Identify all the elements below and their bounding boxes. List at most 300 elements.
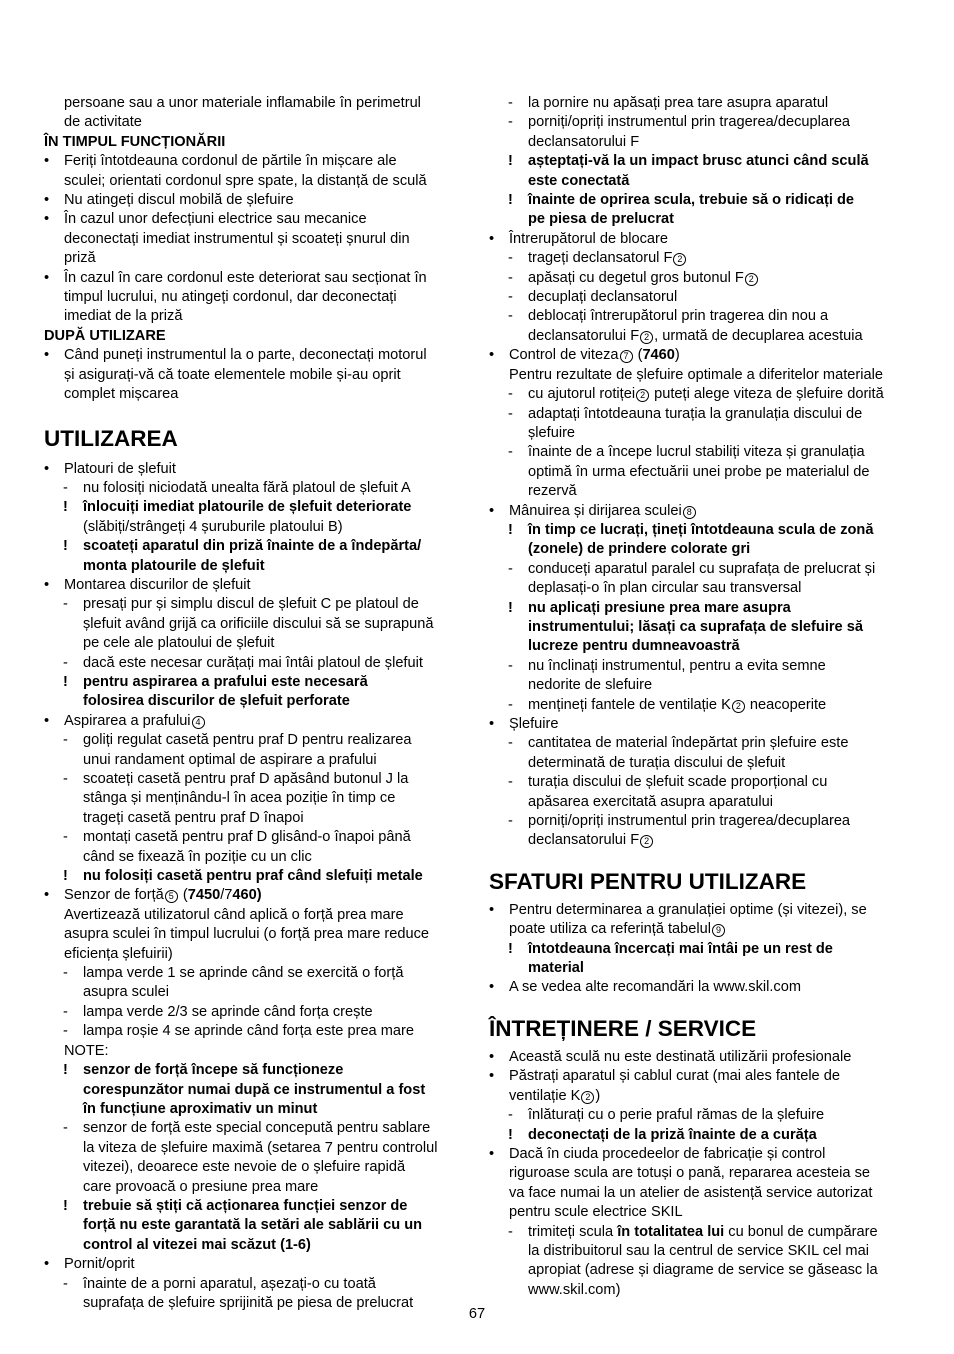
text-line [44,113,468,132]
line-text: deconectați imediat instrumentul și scoateți șnurul din [64,230,410,247]
section-heading: SFATURI PENTRU UTILIZARE [489,868,807,894]
line-text: asupra sculei în timpul lucrului (o forță prea mare reduce [64,926,430,943]
line-text: complet mișcarea [64,386,179,403]
line-text: este conectată [528,172,630,189]
line-text: riguroase scula are totuși o pană, repararea acesteia se [509,1165,871,1182]
text-line [489,1164,913,1183]
text-line [44,1061,468,1080]
line-text: care provoacă o presiune prea mare [83,1178,319,1195]
text-line [489,657,913,676]
warning-marker: ! [508,1126,513,1143]
line-text: porniți/opriți instrumentul prin tragerea/decuplarea [528,813,851,830]
text-line [44,1197,468,1216]
text-line [44,307,468,326]
text-line [489,249,913,268]
line-text: ( [633,347,643,364]
text-line [44,498,468,517]
line-text: nedorite de slefuire [528,677,653,694]
text-line [489,696,913,715]
spacer [44,405,468,426]
dash-marker: - [508,696,513,713]
warning-marker: ! [508,192,513,209]
text-line [489,152,913,171]
line-text: Când puneți instrumentul la o parte, deconectați motorul [64,347,427,364]
line-text: înainte de a începe lucrul stabiliți viteza și granulația [528,444,865,461]
line-text: unui randament optimal de aspirare a prafului [83,751,377,768]
line-text: sculei; orientati cordonul spre spate, la distanță de sculă [64,172,427,189]
line-text: la distribuitorul sau la centrul de service SKIL cel mai [528,1242,869,1259]
line-text: Aspirarea a prafului [64,712,191,729]
text-line [44,789,468,808]
bullet-marker: • [489,1145,495,1162]
text-line [489,424,913,443]
line-text: declansatorului F [528,133,640,150]
text-line [489,1223,913,1242]
bullet-marker: • [44,460,50,477]
text-line [44,269,468,288]
dash-marker: - [508,308,513,325]
dash-marker: - [508,250,513,267]
text-line [44,210,468,229]
line-text: dacă este necesar curățați mai întâi platoul de șlefuit [83,654,423,671]
dash-marker: - [508,813,513,830]
line-text: întotdeauna încercați mai întâi pe un rest de [528,940,833,957]
reference-circle: 8 [683,506,696,519]
line-text: apropiat (adrese și diagrame de service se găseasc la [528,1262,878,1279]
text-line [489,715,913,734]
text-line [489,463,913,482]
page-number: 67 [468,1306,486,1322]
line-text: forță nu este garantată la setări ale sablării cu un [83,1217,423,1234]
spacer [44,452,468,460]
text-line [44,288,468,307]
text-line [489,1184,913,1203]
line-text: când se fixează în poziție cu un clic [83,848,312,865]
text-line [489,133,913,152]
text-line [489,831,913,850]
dash-marker: - [63,1003,68,1020]
text-line [489,560,913,579]
text-line [44,1216,468,1235]
line-text: imediat de la priză [64,308,183,325]
text-line [489,307,913,326]
text-line [44,1042,468,1061]
line-text: scoateți casetă pentru praf D apăsând butonul J la [83,771,409,787]
bullet-marker: • [44,712,50,729]
text-line [489,676,913,695]
dash-marker: - [508,386,513,403]
bullet-marker: • [489,230,495,247]
line-text: la viteza de șlefuire maximă (setarea 7 pentru controlul [83,1139,438,1156]
reference-circle: 2 [581,1091,594,1104]
line-text: stânga și menținându-l în acea poziție în timp ce [83,790,396,807]
line-text: Întrerupătorul de blocare [509,230,669,247]
bullet-marker: • [489,901,495,918]
line-text: folosirea discurilor de șlefuit perforate [83,693,350,710]
dash-marker: - [508,95,513,111]
right-column [489,94,913,1300]
dash-marker: - [508,560,513,577]
text-line [44,983,468,1002]
line-text: puteți alege viteza de șlefuire dorită [650,386,884,403]
line-text: ( [178,887,188,904]
text-line [489,269,913,288]
line-text: Senzor de forță [64,887,164,904]
line-text: material [528,960,584,977]
text-line [44,654,468,673]
line-text: cu bonul de cumpărare [724,1223,878,1240]
text-line [489,288,913,307]
text-line [489,1067,913,1086]
text-line [44,1236,468,1255]
text-line [489,540,913,559]
text-line [44,1081,468,1100]
line-text: înainte de a porni aparatul, așezați-o cu toată [83,1275,376,1292]
text-line [44,828,468,847]
bullet-marker: • [489,1048,495,1065]
bullet-marker: • [44,347,50,364]
line-text: ventilație K [509,1087,581,1104]
text-line [489,1261,913,1280]
line-text: șlefuire [528,424,576,441]
line-text: șlefuit având grijă ca orificiile discului să se suprapună [83,615,434,632]
line-text: control al vitezei mai scăzut (1-6) [83,1236,311,1253]
line-text: turația discului de șlefuit scade proporțional cu [528,774,828,791]
line-text: declansatorului F [528,327,640,344]
text-line [44,906,468,925]
text-line [489,113,913,132]
warning-marker: ! [63,1197,68,1214]
text-line [44,1022,468,1041]
line-text: În cazul în care cordonul este deteriorat sau secționat în [64,269,427,286]
line-text: nu aplicați presiune prea mare asupra [528,599,791,616]
line-text: lampa roșie 4 se aprinde când forța este prea mare [83,1023,414,1040]
text-line [489,1203,913,1222]
line-text: deblocați întrerupătorul prin tragerea din nou a [528,308,829,325]
text-line [44,751,468,770]
bullet-marker: • [44,211,50,228]
reference-circle: 7 [620,350,633,363]
line-text: În cazul unor defecțiuni electrice sau mecanice [64,211,367,228]
dash-marker: - [508,269,513,286]
text-line [489,366,913,385]
line-text: Șlefuire [509,716,559,732]
line-text: Dacă în ciuda procedeelor de fabricație și control [509,1145,826,1162]
text-line [44,964,468,983]
line-text: Platouri de șlefuit [64,460,176,477]
line-text: eficiența șlefuirii) [64,945,173,962]
text-line [489,579,913,598]
line-text: lampa verde 1 se aprinde când se exercită o forță [83,965,404,982]
line-text: apăsați cu degetul gros butonul F [528,269,744,286]
line-text: instrumentului; lăsați ca suprafața de slefuire să [528,618,863,635]
text-line [44,557,468,576]
line-text: așteptați-vă la un impact brusc atunci când sculă [528,153,869,170]
line-text: Nu atingeți discul mobilă de șlefuire [64,192,294,209]
text-line [44,731,468,750]
text-line [489,1106,913,1125]
text-line [489,1087,913,1106]
dash-marker: - [63,479,68,496]
line-text: în timp ce lucrați, țineți întotdeauna scula de zonă [528,521,874,538]
bold-text: 7450 [187,887,221,904]
text-line [44,1255,468,1274]
line-text: declansatorului F [528,832,640,849]
text-line [489,754,913,773]
line-text: porniți/opriți instrumentul prin tragerea/decuplarea [528,114,851,131]
reference-circle: 2 [673,253,686,266]
text-line [44,385,468,404]
text-line [44,886,468,905]
warning-marker: ! [63,499,68,516]
text-line [489,978,913,997]
text-line [489,94,913,113]
dash-marker: - [508,289,513,306]
text-line [44,152,468,171]
line-text: Control de viteza [509,347,619,364]
line-text: neacoperite [745,696,827,713]
spacer [489,851,913,869]
line-text: ) [674,347,680,364]
warning-marker: ! [63,673,68,690]
line-text: /7 [220,887,233,904]
bullet-marker: • [44,576,50,593]
text-line [44,460,468,479]
dash-marker: - [63,829,68,846]
line-text: nu folosiți niciodată unealta fără platoul de șlefuit A [83,479,411,496]
reference-circle: 2 [745,273,758,286]
line-text: scoateți aparatul din priză înainte de a îndepărta/ [83,538,422,555]
text-line [489,327,913,346]
line-text: lucreze pentru dumneavoastră [528,638,740,655]
text-line [44,479,468,498]
line-text: deconectați de la priză înainte de a curăța [528,1126,817,1143]
text-line [44,230,468,249]
line-text: rezervă [528,483,577,500]
reference-circle: 4 [192,716,205,729]
text-line [489,1126,913,1145]
line-text: decuplați declansatorul [528,289,678,306]
reference-circle: 5 [165,890,178,903]
line-text: priză [64,250,96,267]
section-heading: ÎNTREȚINERE / SERVICE [489,1015,757,1041]
line-text: optimă în urma efectuării unei probe pe materialul de [528,463,870,480]
text-line [489,1048,913,1067]
warning-marker: ! [63,868,68,885]
bullet-marker: • [44,887,50,904]
line-text: ) [595,1087,601,1104]
text-line [489,1242,913,1261]
text-line [44,1158,468,1177]
subheading [44,327,468,346]
text-line [44,848,468,867]
bold-text: 460) [232,887,262,904]
line-text: nu folosiți casetă pentru praf când slefuiți metale [83,868,423,885]
text-line [44,537,468,556]
text-line [44,925,468,944]
text-line [44,809,468,828]
line-text: goliți regulat casetă pentru praf D pentru realizarea [83,732,412,749]
line-text: cantitatea de material îndepărtat prin șlefuire este [528,735,849,752]
text-line [489,1281,913,1300]
text-line [489,920,913,939]
text-line [489,385,913,404]
line-text: trageți declansatorul F [528,250,673,267]
dash-marker: - [63,1120,68,1137]
line-text: Păstrați aparatul și cablul curat (mai ales fantele de [509,1068,840,1085]
line-text: și asigurați-vă că toate elementele mobile și-au oprit [64,366,401,383]
dash-marker: - [508,444,513,461]
text-line [489,812,913,831]
dash-marker: - [63,965,68,982]
line-text: adaptați întotdeauna turația la granulația discului de [528,405,863,422]
line-text: înlocuiți imediat platourile de șlefuit deteriorate [83,499,412,516]
line-text: de activitate [64,114,142,131]
text-line [44,346,468,365]
text-line [489,346,913,365]
dash-marker: - [508,405,513,422]
line-text: suprafața de șlefuire sprijinită pe piesa de prelucrat [83,1294,414,1311]
line-text: timpul lucrului, nu atingeți cordonul, dar deconectați [64,289,397,306]
text-line [44,1178,468,1197]
text-line [44,576,468,595]
dash-marker: - [63,1275,68,1292]
line-text: (zonele) de prindere colorate gri [528,541,751,558]
text-line [489,443,913,462]
line-text: asupra sculei [83,984,169,1001]
text-line [489,230,913,249]
bullet-marker: • [489,347,495,364]
line-text: senzor de forță este special conceputǎ pentru sablare [83,1120,431,1137]
dash-marker: - [508,774,513,791]
text-line [489,599,913,618]
bullet-marker: • [44,192,50,209]
line-text: va face numai la un atelier de asistență service autorizat [509,1184,873,1201]
spacer [489,998,913,1016]
line-text: corespunzător numai după ce instrumentul a fost [83,1081,426,1098]
dash-marker: - [508,1223,513,1240]
line-text: în funcțiune aproximativ un minut [83,1100,318,1117]
warning-marker: ! [508,940,513,957]
dash-marker: - [63,732,68,749]
text-line [44,673,468,692]
line-text: Această sculă nu este destinată utilizării profesionale [509,1048,852,1065]
warning-marker: ! [63,538,68,555]
line-text: pe cele ale platoului de șlefuit [83,635,275,652]
dash-marker: - [63,771,68,787]
bullet-marker: • [489,979,495,996]
text-line [489,191,913,210]
line-text: NOTE: [64,1042,109,1059]
line-text: trebuie să știți că acționarea funcției senzor de [83,1197,408,1214]
text-line [489,734,913,753]
text-line [44,172,468,191]
text-line [489,405,913,424]
reference-circle: 2 [640,331,653,344]
text-line [489,793,913,812]
line-text: apăsarea exercitată asupra aparatului [528,793,774,810]
line-text: senzor de forță începe să funcționeze [83,1062,344,1079]
line-text: , urmată de decuplarea acestuia [654,327,863,344]
line-text: pe piesa de prelucrat [528,211,674,228]
text-line [44,1003,468,1022]
text-line [44,867,468,886]
dash-marker: - [63,1023,68,1040]
line-text: Pentru rezultate de șlefuire optimale a diferitelor materiale [509,366,883,383]
line-text: trageți casetă pentru praf D înapoi [83,809,304,826]
text-line [44,518,468,537]
line-text: www.skil.com) [528,1281,621,1298]
line-text: trimiteți scula [528,1223,618,1240]
dash-marker: - [63,654,68,671]
text-line [44,249,468,268]
reference-circle: 2 [636,389,649,402]
bullet-marker: • [44,1256,50,1273]
bullet-marker: • [44,153,50,170]
text-line [44,1100,468,1119]
line-text: montați casetă pentru praf D glisând-o înapoi până [83,829,411,846]
bullet-marker: • [489,716,495,732]
line-text: înainte de oprirea scula, trebuie să o ridicați de [528,192,855,209]
warning-marker: ! [508,153,513,170]
dash-marker: - [508,735,513,752]
bullet-marker: • [489,502,495,519]
text-line [44,1119,468,1138]
text-line [489,901,913,920]
text-line [489,502,913,521]
subheading [44,133,468,152]
bullet-marker: • [489,1068,495,1085]
line-text: mențineți fantele de ventilație K [528,696,731,713]
line-text: ÎN TIMPUL FUNCȚIONĂRII [44,133,226,150]
text-line [489,959,913,978]
text-line [44,692,468,711]
text-line [44,770,468,789]
bold-text: 7460 [642,347,675,364]
line-text: monta platourile de șlefuit [83,557,265,574]
line-text: deplasați-o în plan circular sau transversal [528,580,802,597]
reference-circle: 2 [732,700,745,713]
text-line [489,210,913,229]
reference-circle: 9 [712,924,725,937]
bullet-marker: • [44,269,50,286]
line-text: vitezei), deoarece este nevoie de o șlefuire rapidă [83,1159,406,1176]
line-text: Pentru determinarea a granulației optime (și vitezei), se [509,901,867,918]
text-line [489,1145,913,1164]
text-line [489,637,913,656]
line-text: Feriți întotdeauna cordonul de părtile în mișcare ale [64,153,397,170]
text-line [489,773,913,792]
line-text: (slăbiți/strângeți 4 șuruburile platoului B) [83,518,343,535]
line-text: Avertizează utilizatorul când aplică o forță prea mare [64,906,404,923]
line-text: pentru scule electrice SKIL [509,1204,683,1221]
warning-marker: ! [508,521,513,538]
text-line [489,940,913,959]
line-text: cu ajutorul rotiței [528,386,636,403]
dash-marker: - [508,1107,513,1124]
warning-marker: ! [508,599,513,616]
text-line [44,595,468,614]
text-line [489,172,913,191]
dash-marker: - [508,114,513,131]
dash-marker: - [508,657,513,674]
line-text: lampa verde 2/3 se aprinde când forța crește [83,1003,373,1020]
reference-circle: 2 [640,835,653,848]
section-heading: UTILIZAREA [44,425,178,451]
text-line [44,366,468,385]
line-text: la pornire nu apăsați prea tare asupra aparatul [528,95,829,111]
line-text: presați pur și simplu discul de șlefuit C pe platoul de [83,596,419,613]
